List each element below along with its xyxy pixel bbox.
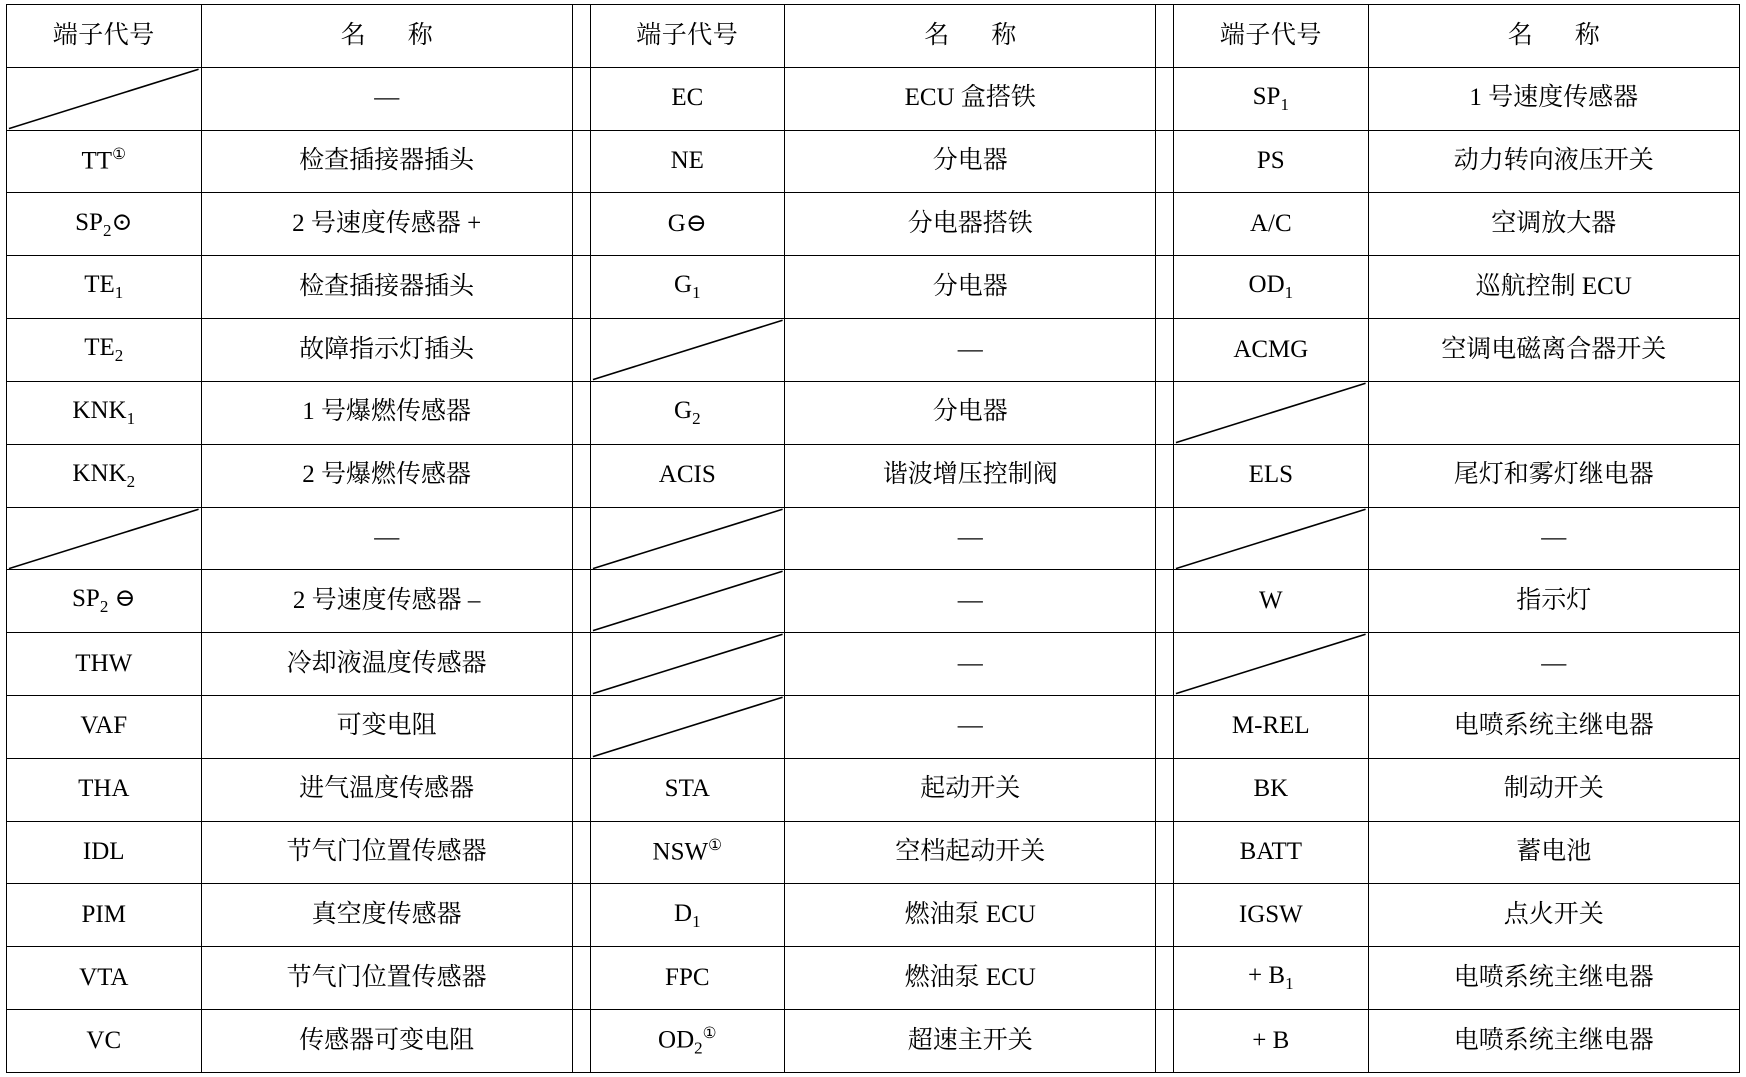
- column-gap: [572, 319, 590, 382]
- cell-terminal-code: STA: [590, 758, 785, 821]
- cell-terminal-code-empty-slash: [1174, 507, 1369, 570]
- column-gap: [572, 256, 590, 319]
- column-gap: [1156, 821, 1174, 884]
- cell-terminal-code: $TE_2$: [7, 319, 202, 382]
- column-gap: [572, 633, 590, 696]
- cell-terminal-code: $D_1$: [590, 884, 785, 947]
- cell-terminal-code: THA: [7, 758, 202, 821]
- column-gap: [1156, 381, 1174, 444]
- cell-terminal-name: 2 号速度传感器 +: [201, 193, 572, 256]
- table-row: [7, 758, 1740, 821]
- cell-terminal-code: + $B_1$: [1174, 947, 1369, 1010]
- cell-terminal-name: 检查插接器插头: [201, 256, 572, 319]
- cell-terminal-code: VAF: [7, 695, 202, 758]
- table-row: [7, 947, 1740, 1010]
- cell-terminal-name: 传感器可变电阻: [201, 1010, 572, 1073]
- column-gap: [1156, 444, 1174, 507]
- cell-terminal-name: 指示灯: [1368, 570, 1739, 633]
- column-gap: [1156, 695, 1174, 758]
- table-row: [7, 381, 1740, 444]
- cell-terminal-name: 分电器: [785, 381, 1156, 444]
- column-gap: [1156, 193, 1174, 256]
- cell-terminal-code: $KNK_1$: [7, 381, 202, 444]
- cell-terminal-code: BK: [1174, 758, 1369, 821]
- table-row: [7, 5, 1740, 68]
- column-gap: [1156, 570, 1174, 633]
- cell-terminal-code: BATT: [1174, 821, 1369, 884]
- column-gap: [1156, 1010, 1174, 1073]
- table-row: [7, 256, 1740, 319]
- cell-terminal-name: 1 号爆燃传感器: [201, 381, 572, 444]
- cell-terminal-name: 燃油泵 ECU: [785, 884, 1156, 947]
- cell-terminal-name: 2 号速度传感器 –: [201, 570, 572, 633]
- table-row: [7, 821, 1740, 884]
- cell-terminal-name: —: [785, 319, 1156, 382]
- cell-terminal-name: —: [1368, 633, 1739, 696]
- cell-terminal-name: 起动开关: [785, 758, 1156, 821]
- cell-terminal-code: $OD_2^①$: [590, 1010, 785, 1073]
- cell-terminal-name: 制动开关: [1368, 758, 1739, 821]
- cell-terminal-name: 电喷系统主继电器: [1368, 1010, 1739, 1073]
- column-gap: [572, 758, 590, 821]
- cell-terminal-name: 空调放大器: [1368, 193, 1739, 256]
- column-gap: [572, 884, 590, 947]
- cell-terminal-code: THW: [7, 633, 202, 696]
- column-gap: [572, 67, 590, 130]
- cell-terminal-code: A/C: [1174, 193, 1369, 256]
- table-row: [7, 193, 1740, 256]
- cell-terminal-name: 尾灯和雾灯继电器: [1368, 444, 1739, 507]
- cell-terminal-name: —: [785, 695, 1156, 758]
- cell-terminal-name: 空档起动开关: [785, 821, 1156, 884]
- column-gap: [1156, 947, 1174, 1010]
- column-gap: [572, 1010, 590, 1073]
- cell-terminal-code: EC: [590, 67, 785, 130]
- cell-terminal-name: 电喷系统主继电器: [1368, 947, 1739, 1010]
- cell-terminal-code: ELS: [1174, 444, 1369, 507]
- header-cell-code: 端子代号: [7, 5, 202, 68]
- cell-terminal-code: FPC: [590, 947, 785, 1010]
- cell-terminal-code: W: [1174, 570, 1369, 633]
- cell-terminal-code-empty-slash: [7, 67, 202, 130]
- cell-terminal-name: [1368, 381, 1739, 444]
- cell-terminal-code-empty-slash: [590, 695, 785, 758]
- table-row: [7, 884, 1740, 947]
- column-gap: [572, 381, 590, 444]
- header-cell-name: 名 称: [201, 5, 572, 68]
- column-gap: [1156, 319, 1174, 382]
- cell-terminal-code: VC: [7, 1010, 202, 1073]
- terminal-code-table: [6, 4, 1740, 1073]
- header-cell-code: 端子代号: [590, 5, 785, 68]
- cell-terminal-code: $G_2$: [590, 381, 785, 444]
- cell-terminal-code: ACMG: [1174, 319, 1369, 382]
- cell-terminal-code: PIM: [7, 884, 202, 947]
- cell-terminal-name: 分电器: [785, 130, 1156, 193]
- cell-terminal-name: 点火开关: [1368, 884, 1739, 947]
- cell-terminal-code: $SP_2$ ⊖: [7, 570, 202, 633]
- cell-terminal-code: ACIS: [590, 444, 785, 507]
- column-gap: [572, 570, 590, 633]
- column-gap: [572, 193, 590, 256]
- table-row: [7, 319, 1740, 382]
- cell-terminal-code: NSW①: [590, 821, 785, 884]
- cell-terminal-name: 节气门位置传感器: [201, 947, 572, 1010]
- cell-terminal-name: 冷却液温度传感器: [201, 633, 572, 696]
- column-gap: [572, 947, 590, 1010]
- cell-terminal-name: —: [785, 570, 1156, 633]
- cell-terminal-name: 蓄电池: [1368, 821, 1739, 884]
- cell-terminal-code: $SP_2⊙$: [7, 193, 202, 256]
- header-cell-name: 名 称: [785, 5, 1156, 68]
- table-row: [7, 130, 1740, 193]
- table-body: [7, 5, 1740, 1073]
- cell-terminal-code-empty-slash: [590, 570, 785, 633]
- column-gap: [572, 5, 590, 68]
- cell-terminal-code: TT①: [7, 130, 202, 193]
- cell-terminal-name: 空调电磁离合器开关: [1368, 319, 1739, 382]
- cell-terminal-code: PS: [1174, 130, 1369, 193]
- column-gap: [1156, 884, 1174, 947]
- cell-terminal-name: 分电器搭铁: [785, 193, 1156, 256]
- column-gap: [572, 130, 590, 193]
- cell-terminal-name: 巡航控制 ECU: [1368, 256, 1739, 319]
- cell-terminal-code: M-REL: [1174, 695, 1369, 758]
- column-gap: [1156, 67, 1174, 130]
- column-gap: [1156, 256, 1174, 319]
- cell-terminal-code: VTA: [7, 947, 202, 1010]
- cell-terminal-code: NE: [590, 130, 785, 193]
- cell-terminal-name: —: [201, 507, 572, 570]
- cell-terminal-name: 分电器: [785, 256, 1156, 319]
- cell-terminal-code: G⊖: [590, 193, 785, 256]
- cell-terminal-code-empty-slash: [7, 507, 202, 570]
- cell-terminal-code-empty-slash: [1174, 633, 1369, 696]
- cell-terminal-code-empty-slash: [590, 507, 785, 570]
- cell-terminal-code: $SP_1$: [1174, 67, 1369, 130]
- cell-terminal-code: IDL: [7, 821, 202, 884]
- table-row: [7, 633, 1740, 696]
- cell-terminal-code-empty-slash: [590, 633, 785, 696]
- cell-terminal-name: 超速主开关: [785, 1010, 1156, 1073]
- column-gap: [572, 507, 590, 570]
- cell-terminal-code-empty-slash: [1174, 381, 1369, 444]
- cell-terminal-name: 故障指示灯插头: [201, 319, 572, 382]
- cell-terminal-name: —: [1368, 507, 1739, 570]
- table-row: [7, 67, 1740, 130]
- column-gap: [1156, 633, 1174, 696]
- cell-terminal-name: 真空度传感器: [201, 884, 572, 947]
- table-row: [7, 695, 1740, 758]
- column-gap: [1156, 507, 1174, 570]
- table-row: [7, 570, 1740, 633]
- cell-terminal-name: 燃油泵 ECU: [785, 947, 1156, 1010]
- cell-terminal-code: $OD_1$: [1174, 256, 1369, 319]
- column-gap: [572, 444, 590, 507]
- table-row: [7, 444, 1740, 507]
- cell-terminal-name: —: [201, 67, 572, 130]
- cell-terminal-name: 检查插接器插头: [201, 130, 572, 193]
- table-row: [7, 507, 1740, 570]
- table-row: [7, 1010, 1740, 1073]
- column-gap: [1156, 130, 1174, 193]
- cell-terminal-name: 进气温度传感器: [201, 758, 572, 821]
- column-gap: [572, 821, 590, 884]
- cell-terminal-code: $KNK_2$: [7, 444, 202, 507]
- column-gap: [1156, 758, 1174, 821]
- cell-terminal-code: $G_1$: [590, 256, 785, 319]
- cell-terminal-name: 动力转向液压开关: [1368, 130, 1739, 193]
- cell-terminal-code: $TE_1$: [7, 256, 202, 319]
- cell-terminal-name: 电喷系统主继电器: [1368, 695, 1739, 758]
- cell-terminal-name: 可变电阻: [201, 695, 572, 758]
- header-cell-code: 端子代号: [1174, 5, 1369, 68]
- header-cell-name: 名 称: [1368, 5, 1739, 68]
- cell-terminal-code: + B: [1174, 1010, 1369, 1073]
- column-gap: [1156, 5, 1174, 68]
- cell-terminal-code: IGSW: [1174, 884, 1369, 947]
- cell-terminal-name: 1 号速度传感器: [1368, 67, 1739, 130]
- cell-terminal-name: —: [785, 507, 1156, 570]
- cell-terminal-name: ECU 盒搭铁: [785, 67, 1156, 130]
- cell-terminal-name: —: [785, 633, 1156, 696]
- cell-terminal-code-empty-slash: [590, 319, 785, 382]
- cell-terminal-name: 2 号爆燃传感器: [201, 444, 572, 507]
- cell-terminal-name: 节气门位置传感器: [201, 821, 572, 884]
- column-gap: [572, 695, 590, 758]
- cell-terminal-name: 谐波增压控制阀: [785, 444, 1156, 507]
